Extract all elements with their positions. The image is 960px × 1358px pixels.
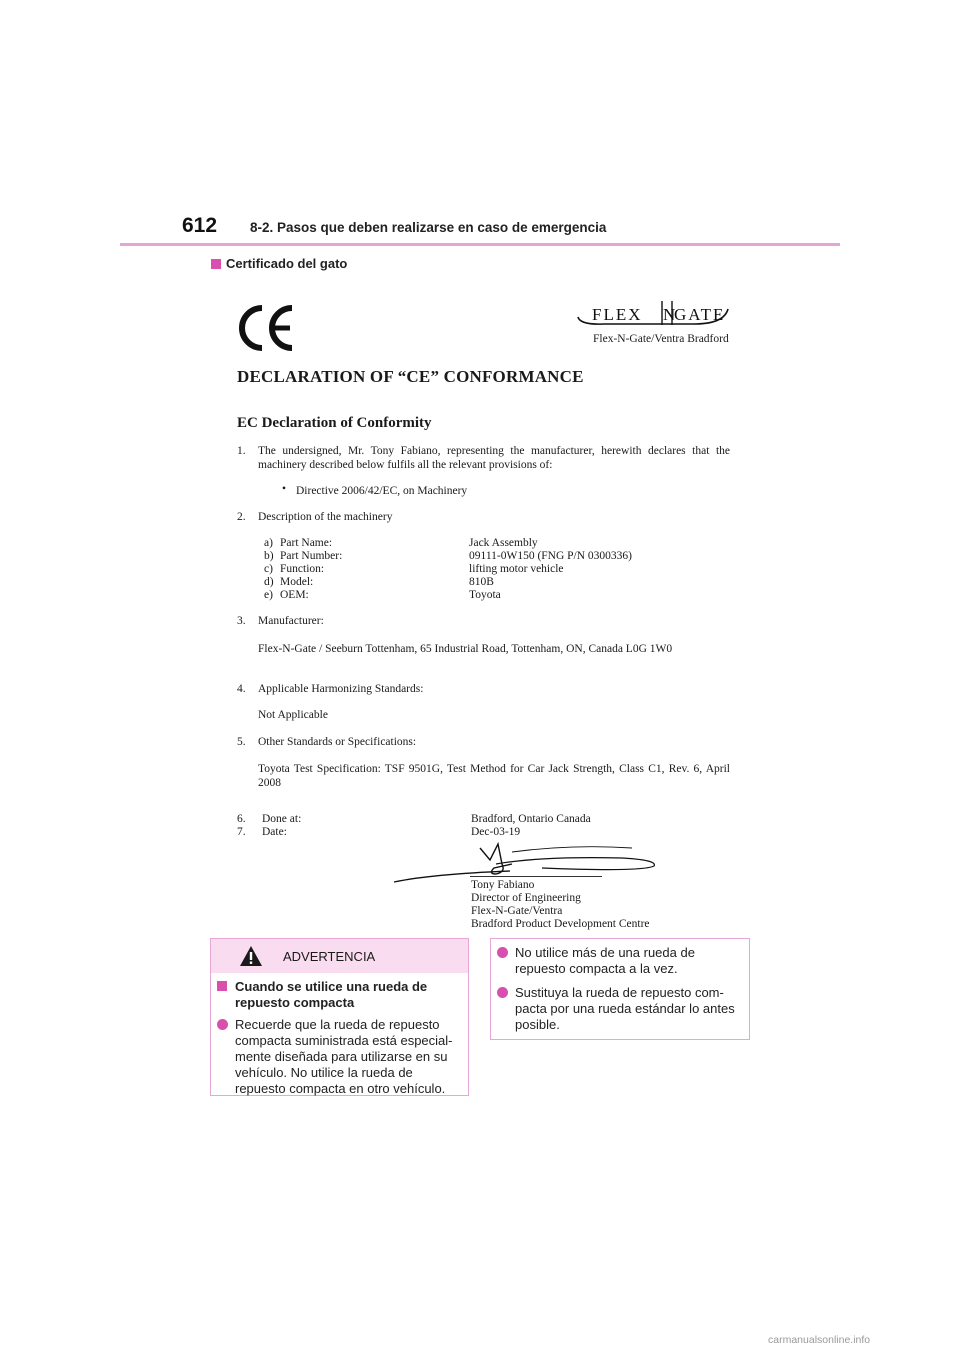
spec-key: Part Name: <box>280 537 333 549</box>
warning-item-text: Sustituya la rueda de repuesto com-pacta por una rueda estándar lo antes posible. <box>515 985 735 1032</box>
spec-key: Model: <box>280 576 314 588</box>
warning-continuation-box <box>490 938 750 1040</box>
watermark: carmanualsonline.info <box>768 1334 871 1346</box>
item-text: Description of the machinery <box>258 511 393 523</box>
header-divider <box>120 243 840 246</box>
ec-declaration-title: EC Declaration of Conformity <box>237 415 432 431</box>
signatory-department: Bradford Product Development Centre <box>471 918 650 930</box>
page-number: 612 <box>182 214 218 237</box>
flex-n-gate-logo-swoosh <box>574 297 734 333</box>
date-label: Date: <box>262 826 287 838</box>
directive-text: Directive 2006/42/EC, on Machinery <box>296 485 468 497</box>
logo-subtitle: Flex-N-Gate/Ventra Bradford <box>593 333 729 345</box>
item-text: Manufacturer: <box>258 615 324 627</box>
warning-heading-text: Cuando se utilice una rueda de repuesto compacta <box>235 979 428 1010</box>
signatory-name: Tony Fabiano <box>471 879 535 891</box>
item-text: Other Standards or Specifications: <box>258 736 417 748</box>
spec-value: lifting motor vehicle <box>469 563 564 575</box>
warning-item-text: Recuerde que la rueda de repuesto compacta suministrada está especial-mente diseñada para utilizarse en su vehículo. No utilice la rueda de repuesto compacta en otro vehículo. <box>235 1017 453 1096</box>
item-number: 1. <box>237 445 246 457</box>
bullet-icon: • <box>282 483 287 495</box>
warning-item-text: No utilice más de una rueda de repuesto compacta a la vez. <box>515 945 695 976</box>
spec-value: Jack Assembly <box>469 537 538 549</box>
done-at-value: Bradford, Ontario Canada <box>471 813 591 825</box>
ce-mark-icon <box>236 304 298 352</box>
item-number: 5. <box>237 736 246 748</box>
declaration-title: DECLARATION OF “CE” CONFORMANCE <box>237 367 584 386</box>
item-number: 2. <box>237 511 246 523</box>
spec-letter: d) <box>264 576 274 588</box>
standards-value: Not Applicable <box>258 709 328 721</box>
item-number: 7. <box>237 826 246 838</box>
item-text: The undersigned, Mr. Tony Fabiano, representing the manufacturer, herewith declares that the machinery described below fulfils all the relevant provisions of: <box>258 445 730 471</box>
spec-letter: b) <box>264 550 274 562</box>
warning-box <box>210 938 469 1096</box>
flex-n-gate-logo <box>574 297 734 338</box>
done-at-label: Done at: <box>262 813 302 825</box>
specifications-value: Toyota Test Specification: TSF 9501G, Test Method for Car Jack Strength, Class C1, Rev. 6, April 2008 <box>258 763 730 789</box>
spec-value: Toyota <box>469 589 501 601</box>
circle-bullet-icon <box>497 987 508 998</box>
svg-text:N: N <box>663 305 676 324</box>
section-title: 8-2. Pasos que deben realizarse en caso de emergencia <box>250 220 607 235</box>
signatory-company: Flex-N-Gate/Ventra <box>471 905 563 917</box>
spec-letter: a) <box>264 537 273 549</box>
item-number: 3. <box>237 615 246 627</box>
spec-key: Part Number: <box>280 550 343 562</box>
spec-key: OEM: <box>280 589 309 601</box>
signatory-role: Director of Engineering <box>471 892 581 904</box>
warning-title: ADVERTENCIA <box>283 949 376 964</box>
spec-letter: c) <box>264 563 273 575</box>
manufacturer-address: Flex-N-Gate / Seeburn Tottenham, 65 Industrial Road, Tottenham, ON, Canada L0G 1W0 <box>258 643 673 655</box>
circle-bullet-icon <box>217 1019 228 1030</box>
signature-line <box>470 876 602 877</box>
date-value: Dec-03-19 <box>471 826 521 838</box>
warning-triangle-icon <box>239 945 263 967</box>
spec-letter: e) <box>264 589 273 601</box>
square-bullet-icon <box>211 259 221 269</box>
item-number: 4. <box>237 683 246 695</box>
svg-text:FLEX: FLEX <box>592 305 643 324</box>
square-bullet-icon <box>217 981 227 991</box>
spec-value: 09111-0W150 (FNG P/N 0300336) <box>469 550 633 562</box>
circle-bullet-icon <box>497 947 508 958</box>
subsection-heading-text: Certificado del gato <box>226 256 348 271</box>
item-number: 6. <box>237 813 246 825</box>
spec-value: 810B <box>469 576 494 588</box>
item-text: Applicable Harmonizing Standards: <box>258 683 424 695</box>
svg-text:GATE: GATE <box>674 305 726 324</box>
warning-header <box>211 939 468 973</box>
subsection-heading <box>211 256 347 271</box>
spec-key: Function: <box>280 563 325 575</box>
